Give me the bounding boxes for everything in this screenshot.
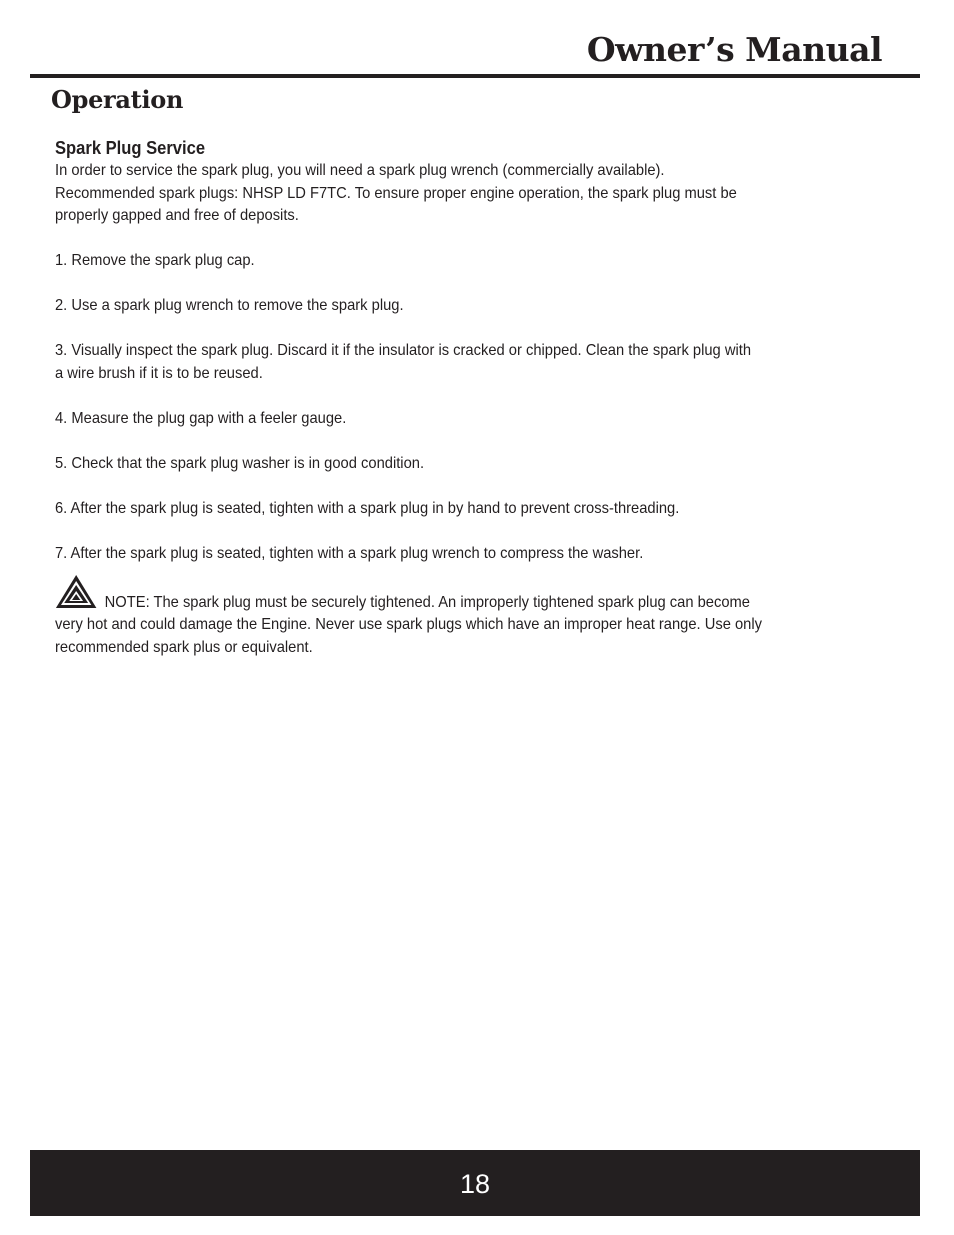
note-text: NOTE: The spark plug must be securely tightened. An improperly tightened spark plug can become <box>104 593 750 611</box>
step-5: 5. Check that the spark plug washer is in good condition. <box>55 454 425 472</box>
step-2: 2. Use a spark plug wrench to remove the spark plug. <box>55 297 404 314</box>
note-line <box>55 588 905 615</box>
intro-line: In order to service the spark plug, you will need a spark plug wrench (commercially available). <box>55 162 665 179</box>
intro-line: properly gapped and free of deposits. <box>55 207 299 224</box>
note-text-continued: very hot and could damage the Engine. Never use spark plugs which have an improper heat range. Use only <box>55 616 762 633</box>
step-1: 1. Remove the spark plug cap. <box>55 252 255 269</box>
page-number: 18 <box>459 1169 491 1199</box>
document-title: Owner’s Manual <box>586 30 882 69</box>
subheading: Spark Plug Service <box>55 138 206 158</box>
intro-line: Recommended spark plugs: NHSP LD F7TC. To ensure proper engine operation, the spark plug must be <box>55 184 737 202</box>
step-7: 7. After the spark plug is seated, tighten with a spark plug wrench to compress the washer. <box>55 544 644 562</box>
section-title: Operation <box>51 85 184 114</box>
footer-bar <box>30 1150 920 1216</box>
step-3: 3. Visually inspect the spark plug. Discard it if the insulator is cracked or chipped. Clean the spark plug with <box>55 342 752 359</box>
header-divider <box>30 74 920 78</box>
warning-triangle-icon <box>55 574 97 610</box>
step-6: 6. After the spark plug is seated, tighten with a spark plug in by hand to prevent cross-threading. <box>55 499 680 517</box>
page-content <box>55 136 905 659</box>
note-text-continued: recommended spark plus or equivalent. <box>55 638 313 656</box>
step-4: 4. Measure the plug gap with a feeler gauge. <box>55 409 347 427</box>
step-3-continued: a wire brush if it is to be reused. <box>55 364 263 382</box>
